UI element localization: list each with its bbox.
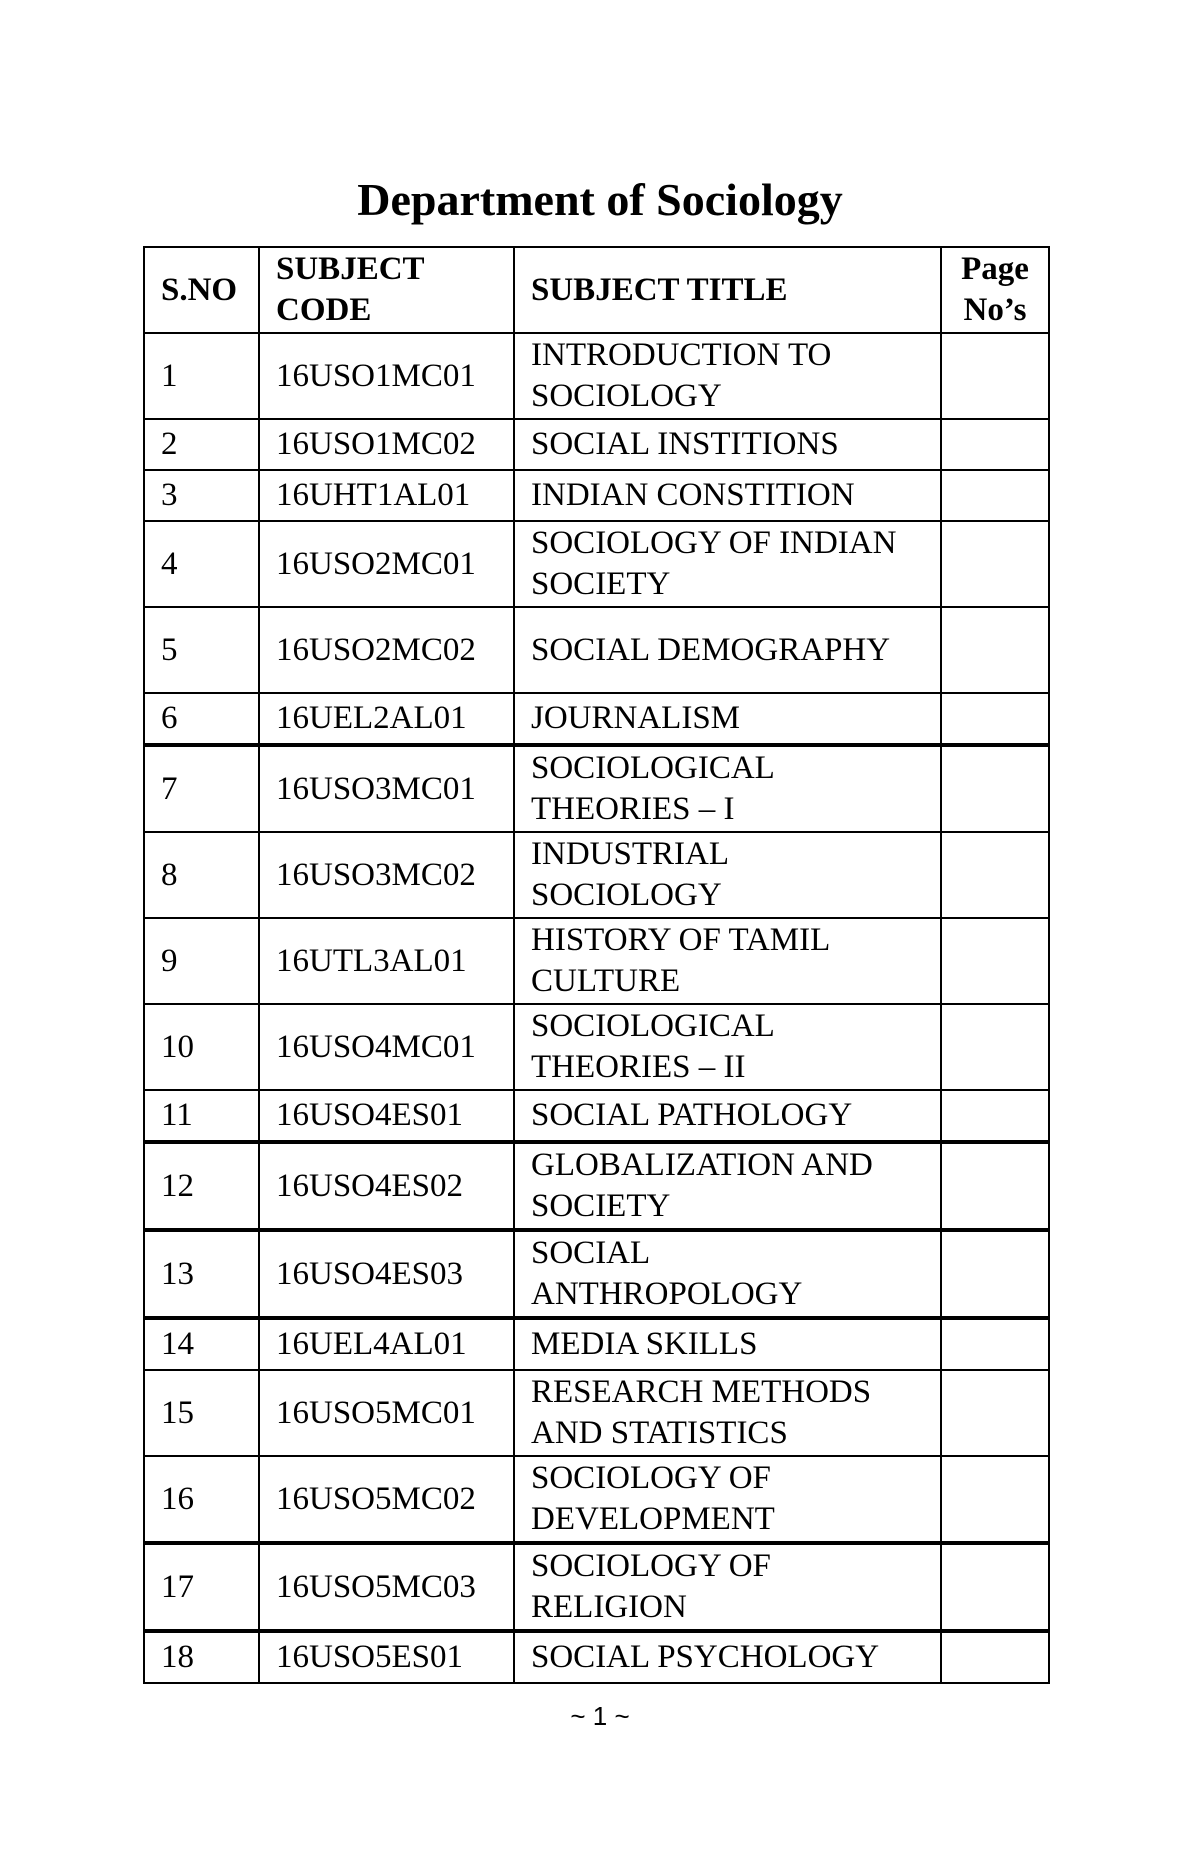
header-subject-code: SUBJECT CODE (259, 247, 514, 333)
cell-subject-code: 16USO4MC01 (259, 1004, 514, 1090)
cell-sno: 1 (144, 333, 259, 419)
cell-subject-code: 16USO5ES01 (259, 1631, 514, 1683)
cell-sno: 14 (144, 1318, 259, 1370)
table-row (144, 1090, 1049, 1142)
cell-page-numbers (941, 470, 1049, 521)
cell-subject-code: 16USO5MC01 (259, 1370, 514, 1456)
cell-subject-code: 16UHT1AL01 (259, 470, 514, 521)
cell-subject-title: SOCIOLOGY OF DEVELOPMENT (514, 1456, 941, 1543)
cell-sno: 6 (144, 693, 259, 745)
table-row (144, 333, 1049, 419)
table-header-row (144, 247, 1049, 333)
cell-subject-code: 16USO1MC01 (259, 333, 514, 419)
cell-page-numbers (941, 1370, 1049, 1456)
cell-subject-code: 16USO3MC02 (259, 832, 514, 918)
cell-subject-title: SOCIOLOGY OF INDIAN SOCIETY (514, 521, 941, 607)
cell-sno: 17 (144, 1543, 259, 1631)
cell-subject-title: SOCIOLOGICAL THEORIES – II (514, 1004, 941, 1090)
cell-sno: 11 (144, 1090, 259, 1142)
cell-subject-title: RESEARCH METHODS AND STATISTICS (514, 1370, 941, 1456)
cell-sno: 7 (144, 745, 259, 832)
cell-sno: 3 (144, 470, 259, 521)
table-row (144, 1370, 1049, 1456)
cell-sno: 16 (144, 1456, 259, 1543)
cell-page-numbers (941, 419, 1049, 470)
cell-subject-code: 16USO4ES01 (259, 1090, 514, 1142)
cell-subject-code: 16UEL4AL01 (259, 1318, 514, 1370)
cell-subject-code: 16UTL3AL01 (259, 918, 514, 1004)
cell-subject-code: 16UEL2AL01 (259, 693, 514, 745)
cell-subject-title: INTRODUCTION TO SOCIOLOGY (514, 333, 941, 419)
cell-page-numbers (941, 607, 1049, 693)
cell-subject-title: SOCIAL PSYCHOLOGY (514, 1631, 941, 1683)
cell-subject-code: 16USO2MC01 (259, 521, 514, 607)
table-row (144, 1318, 1049, 1370)
header-sno: S.NO (144, 247, 259, 333)
table-row (144, 918, 1049, 1004)
cell-subject-title: SOCIAL DEMOGRAPHY (514, 607, 941, 693)
table-row (144, 1543, 1049, 1631)
cell-page-numbers (941, 1318, 1049, 1370)
cell-subject-title: INDUSTRIAL SOCIOLOGY (514, 832, 941, 918)
cell-page-numbers (941, 918, 1049, 1004)
cell-subject-title: SOCIOLOGICAL THEORIES – I (514, 745, 941, 832)
cell-page-numbers (941, 1543, 1049, 1631)
table-row (144, 1004, 1049, 1090)
cell-sno: 9 (144, 918, 259, 1004)
cell-sno: 8 (144, 832, 259, 918)
cell-page-numbers (941, 1631, 1049, 1683)
table-row (144, 745, 1049, 832)
cell-subject-title: SOCIOLOGY OF RELIGION (514, 1543, 941, 1631)
table-row (144, 693, 1049, 745)
cell-sno: 5 (144, 607, 259, 693)
cell-page-numbers (941, 1456, 1049, 1543)
cell-subject-code: 16USO2MC02 (259, 607, 514, 693)
cell-subject-title: GLOBALIZATION AND SOCIETY (514, 1142, 941, 1230)
cell-sno: 12 (144, 1142, 259, 1230)
header-page-numbers: Page No’s (941, 247, 1049, 333)
cell-page-numbers (941, 521, 1049, 607)
cell-page-numbers (941, 333, 1049, 419)
cell-subject-title: MEDIA SKILLS (514, 1318, 941, 1370)
cell-subject-code: 16USO4ES03 (259, 1230, 514, 1318)
page-title: Department of Sociology (357, 174, 843, 225)
table-row (144, 521, 1049, 607)
table-row (144, 419, 1049, 470)
cell-subject-code: 16USO5MC02 (259, 1456, 514, 1543)
cell-page-numbers (941, 1004, 1049, 1090)
header-subject-title: SUBJECT TITLE (514, 247, 941, 333)
table-row (144, 1142, 1049, 1230)
cell-page-numbers (941, 1142, 1049, 1230)
cell-sno: 15 (144, 1370, 259, 1456)
cell-sno: 10 (144, 1004, 259, 1090)
cell-subject-title: SOCIAL INSTITIONS (514, 419, 941, 470)
cell-subject-code: 16USO4ES02 (259, 1142, 514, 1230)
cell-subject-code: 16USO3MC01 (259, 745, 514, 832)
cell-subject-title: SOCIAL ANTHROPOLOGY (514, 1230, 941, 1318)
table-row (144, 470, 1049, 521)
cell-sno: 4 (144, 521, 259, 607)
cell-subject-code: 16USO1MC02 (259, 419, 514, 470)
cell-page-numbers (941, 745, 1049, 832)
table-row (144, 1631, 1049, 1683)
table-row (144, 832, 1049, 918)
table-row (144, 1456, 1049, 1543)
table-row (144, 607, 1049, 693)
page-number: ~ 1 ~ (570, 1701, 630, 1731)
cell-page-numbers (941, 832, 1049, 918)
cell-subject-code: 16USO5MC03 (259, 1543, 514, 1631)
subjects-table (143, 246, 1050, 1684)
cell-sno: 18 (144, 1631, 259, 1683)
cell-sno: 13 (144, 1230, 259, 1318)
cell-page-numbers (941, 1230, 1049, 1318)
cell-subject-title: INDIAN CONSTITION (514, 470, 941, 521)
cell-subject-title: JOURNALISM (514, 693, 941, 745)
cell-page-numbers (941, 693, 1049, 745)
cell-page-numbers (941, 1090, 1049, 1142)
cell-sno: 2 (144, 419, 259, 470)
cell-subject-title: SOCIAL PATHOLOGY (514, 1090, 941, 1142)
cell-subject-title: HISTORY OF TAMIL CULTURE (514, 918, 941, 1004)
table-row (144, 1230, 1049, 1318)
